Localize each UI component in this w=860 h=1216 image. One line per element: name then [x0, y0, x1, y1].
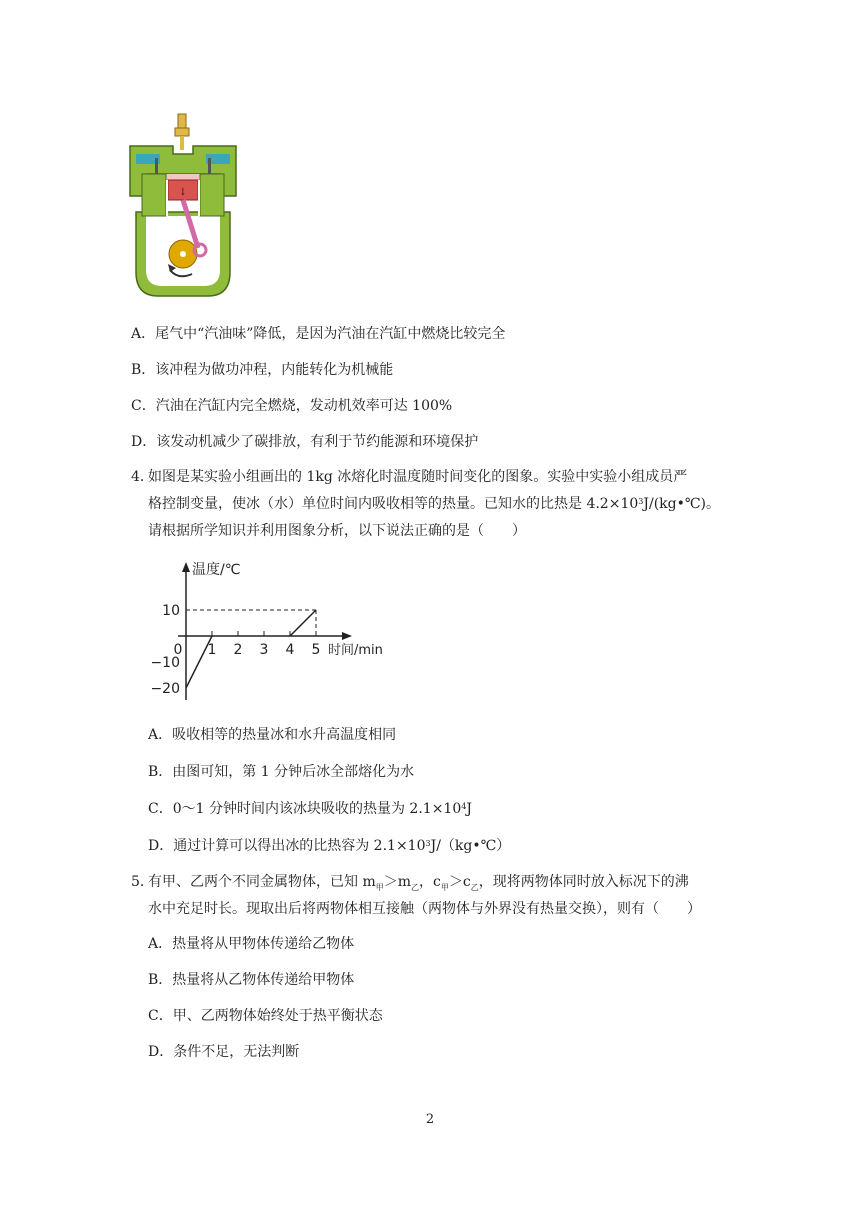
series-line-1 [186, 636, 212, 688]
q5-number: 5． [131, 874, 154, 890]
q5-option-b: B．热量将从乙物体传递给甲物体 [148, 972, 355, 988]
q5-sub-yi2: 乙 [470, 882, 479, 892]
page-number: 2 [425, 1112, 435, 1127]
q4-stem-line2: 格控制变量，使冰（水）单位时间内吸收相等的热量。已知水的比热是 $4.2\times 10^3J/(kg•℃)$。 [148, 496, 720, 512]
q3-option-d: D．该发动机减少了碳排放，有利于节约能源和环境保护 [131, 434, 479, 450]
q5-sub-jia2: 甲 [440, 882, 449, 892]
temperature-time-chart [142, 556, 412, 706]
x-axis-label: 时间/min [328, 643, 383, 658]
q5-option-c: C．甲、乙两物体始终处于热平衡状态 [148, 1008, 383, 1024]
q4-stem-sup: 3 [638, 497, 644, 506]
x-tick-label: 0 [173, 642, 183, 658]
q4-stem-line1: 如图是某实验小组画出的 1kg 冰熔化时温度随时间变化的图象。实验中实验小组成员严 [148, 469, 688, 485]
x-axis-arrow [342, 632, 352, 640]
q5-sub-yi: 乙 [411, 882, 420, 892]
q5-option-d: D．条件不足，无法判断 [148, 1044, 300, 1060]
svg-text:↓: ↓ [178, 187, 188, 198]
y-tick-label: 10 [162, 603, 180, 619]
x-tick-label: 5 [311, 642, 321, 658]
q4-option-d: D．通过计算可以得出冰的比热容为 $2.1\times 10^3J/(kg•℃)$ [148, 838, 511, 854]
y-tick-label: −10 [150, 655, 180, 671]
q4-option-a: A．吸收相等的热量冰和水升高温度相同 [148, 727, 397, 743]
y-tick-label: −20 [150, 681, 180, 697]
q5-option-a: A．热量将从甲物体传递给乙物体 [148, 936, 355, 952]
q4-option-b: B．由图可知，第 1 分钟后冰全部熔化为水 [148, 764, 415, 780]
y-axis-label: 温度/℃ [192, 562, 241, 578]
q3-option-c: C．汽油在汽缸内完全燃烧，发动机效率可达 100% [131, 398, 453, 414]
x-tick-label: 1 [207, 642, 217, 658]
q4-stem-line3: 请根据所学知识并利用图象分析，以下说法正确的是（ ） [148, 523, 526, 539]
series-line-2 [290, 610, 316, 636]
x-tick-label: 4 [285, 642, 295, 658]
q4-option-c-sup: 4 [461, 802, 467, 811]
y-axis-arrow [182, 562, 190, 572]
engine-diagram [128, 112, 238, 298]
q3-option-a: A．尾气中“汽油味”降低，是因为汽油在汽缸中燃烧比较完全 [131, 326, 506, 342]
x-tick-label: 2 [233, 642, 243, 658]
q5-stem-line2: 水中充足时长。现取出后将两物体相互接触（两物体与外界没有热量交换），则有（ ） [148, 901, 701, 917]
q5-stem-line1: 有甲、乙两个不同金属物体，已知 $m_甲>m_乙$，$c_甲>c_乙$，现将两物体同时放入标况下的沸 [148, 874, 689, 892]
q4-number: 4． [131, 469, 154, 485]
chart-svg [142, 556, 412, 706]
engine-figure [128, 112, 238, 298]
q3-option-b: B．该冲程为做功冲程，内能转化为机械能 [131, 362, 394, 378]
q4-option-c: C．0～1 分钟时间内该冰块吸收的热量为 $2.1\times 10^4J$ [148, 801, 472, 817]
q5-sub-jia: 甲 [375, 882, 384, 892]
q4-option-d-sup: 3 [425, 839, 431, 848]
x-tick-label: 3 [259, 642, 269, 658]
